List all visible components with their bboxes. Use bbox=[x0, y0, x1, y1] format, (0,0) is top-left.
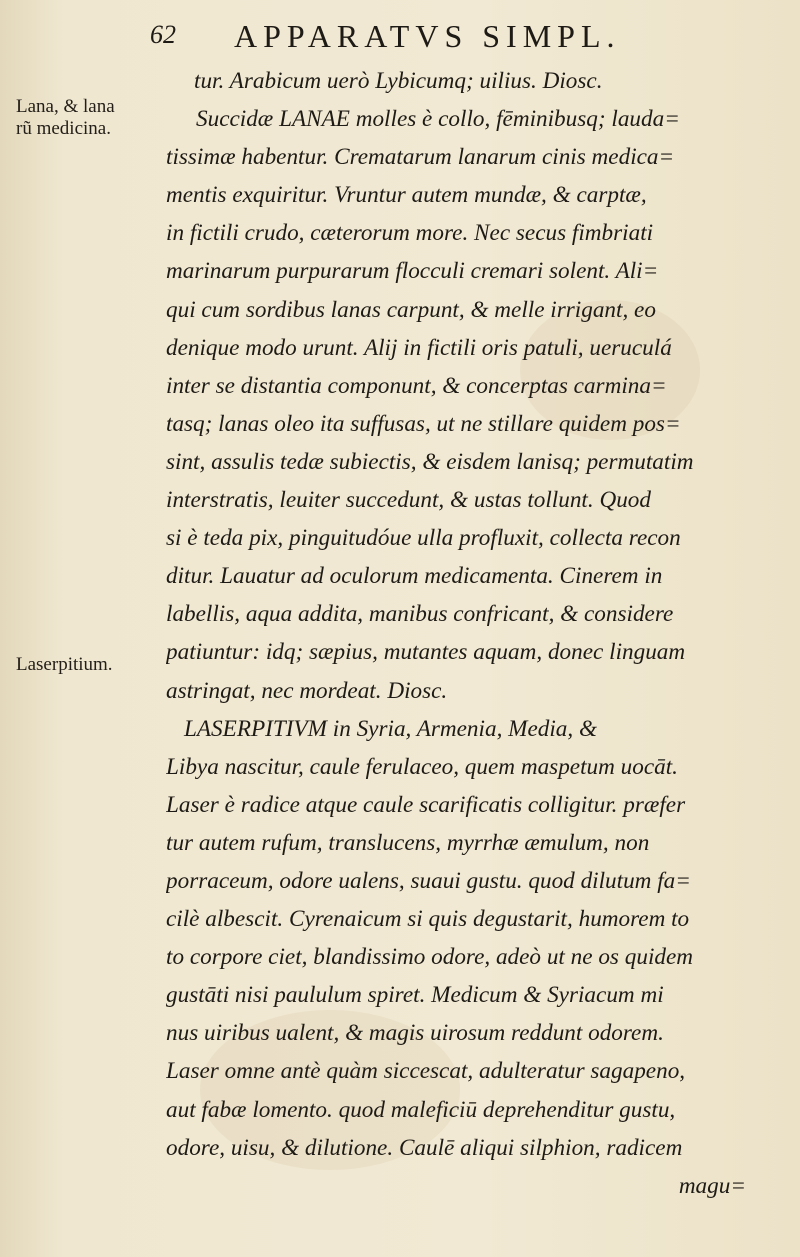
text-line: ditur. Lauatur ad oculorum medicamenta. Cinerem in bbox=[166, 563, 663, 590]
text-line: mentis exquiritur. Vruntur autem mundæ, & carptæ, bbox=[166, 182, 647, 209]
marginal-note-line: rũ medicina. bbox=[16, 118, 111, 139]
text-line: Libya nascitur, caule ferulaceo, quem maspetum uocāt. bbox=[166, 753, 678, 780]
text-line: gustāti nisi paululum spiret. Medicum & Syriacum mi bbox=[166, 982, 664, 1009]
page-number: 62 bbox=[150, 20, 176, 49]
text-line: astringat, nec mordeat. Diosc. bbox=[166, 677, 448, 704]
text-line: labellis, aqua addita, manibus confricant, & considere bbox=[166, 601, 674, 628]
text-line: to corpore ciet, blandissimo odore, adeò ut ne os quidem bbox=[166, 944, 694, 971]
text-line: tissimæ habentur. Crematarum lanarum cinis medica= bbox=[166, 144, 675, 171]
text-body bbox=[166, 62, 776, 1205]
text-line: cilè albescit. Cyrenaicum si quis degustarit, humorem to bbox=[166, 906, 690, 933]
text-line: porraceum, odore ualens, suaui gustu. quod dilutum fa= bbox=[166, 867, 691, 894]
text-line: patiuntur: idq; sæpius, mutantes aquam, donec linguam bbox=[166, 639, 686, 666]
marginal-note-line: Lana, & lana bbox=[16, 96, 115, 117]
text-line: LASERPITIVM in Syria, Armenia, Media, & bbox=[184, 715, 598, 742]
marginal-note-laserpitium bbox=[16, 654, 113, 676]
text-line: marinarum purpurarum flocculi cremari solent. Ali= bbox=[166, 258, 659, 285]
text-line: inter se distantia componunt, & concerptas carmina= bbox=[166, 372, 667, 399]
marginal-note-line: Laserpitium. bbox=[16, 654, 113, 675]
text-line: sint, assulis tedæ subiectis, & eisdem lanisq; permutatim bbox=[166, 448, 694, 475]
text-line: Laser è radice atque caule scarificatis colligitur. præfer bbox=[166, 791, 686, 818]
text-line: tur. Arabicum uerò Lybicumq; uilius. Diosc. bbox=[194, 68, 603, 94]
text-line: tasq; lanas oleo ita suffusas, ut ne stillare quidem pos= bbox=[166, 410, 681, 437]
running-title: APPARATVS SIMPL. bbox=[234, 18, 621, 54]
text-line: interstratis, leuiter succedunt, & ustas tollunt. Quod bbox=[166, 487, 651, 514]
text-line: aut fabæ lomento. quod maleficiū deprehenditur gustu, bbox=[166, 1096, 676, 1123]
text-line: in fictili crudo, cæterorum more. Nec secus fimbriati bbox=[166, 220, 654, 247]
text-line: denique modo urunt. Alij in fictili oris patuli, ueruculá bbox=[166, 334, 672, 361]
catchword: magu= bbox=[678, 1172, 746, 1199]
text-line: Laser omne antè quàm siccescat, adulteratur sagapeno, bbox=[166, 1058, 686, 1085]
page-header bbox=[150, 18, 770, 58]
text-line: si è teda pix, pinguitudóue ulla profluxit, collecta recon bbox=[166, 525, 681, 552]
text-line: tur autem rufum, translucens, myrrhæ æmulum, non bbox=[166, 829, 650, 856]
marginal-note-lana bbox=[16, 96, 115, 140]
text-line: qui cum sordibus lanas carpunt, & melle irrigant, eo bbox=[166, 296, 656, 323]
text-line: odore, uisu, & dilutione. Caulē aliqui silphion, radicem bbox=[166, 1134, 683, 1161]
text-line: nus uiribus ualent, & magis uirosum reddunt odorem. bbox=[166, 1020, 664, 1047]
text-line: Succidæ LANAE molles è collo, fēminibusq; lauda= bbox=[196, 106, 680, 133]
